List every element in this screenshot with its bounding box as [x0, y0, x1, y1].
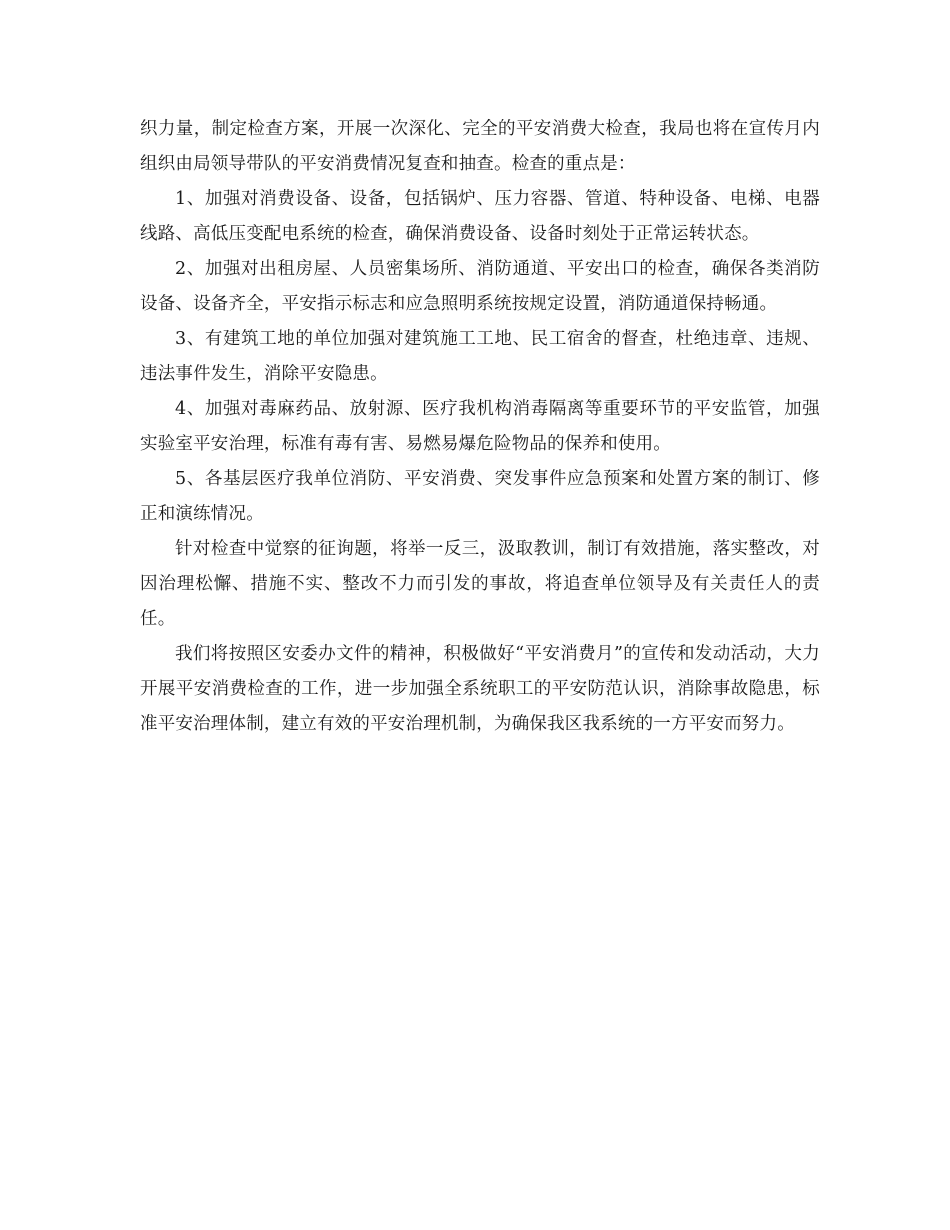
paragraph-remediation: 针对检查中觉察的征询题，将举一反三，汲取教训，制订有效措施，落实整改，对因治理松懈、措施不实、整改不力而引发的事故，将追查单位领导及有关责任人的责任。	[140, 539, 820, 629]
paragraph-item-3: 3、有建筑工地的单位加强对建筑施工工地、民工宿舍的督查，杜绝违章、违规、违法事件发生，消除平安隐患。	[140, 329, 820, 384]
paragraph-item-1: 1、加强对消费设备、设备，包括锅炉、压力容器、管道、特种设备、电梯、电器线路、高低压变配电系统的检查，确保消费设备、设备时刻处于正常运转状态。	[140, 189, 820, 244]
paragraph-item-4: 4、加强对毒麻药品、放射源、医疗我机构消毒隔离等重要环节的平安监管，加强实验室平安治理，标准有毒有害、易燃易爆危险物品的保养和使用。	[140, 399, 820, 454]
paragraph-conclusion: 我们将按照区安委办文件的精神，积极做好“平安消费月”的宣传和发动活动，大力开展平安消费检查的工作，进一步加强全系统职工的平安防范认识，消除事故隐患，标准平安治理体制，建立有效的平安治理机制，为确保我区我系统的一方平安而努力。	[140, 644, 820, 734]
paragraph-item-2: 2、加强对出租房屋、人员密集场所、消防通道、平安出口的检查，确保各类消防设备、设备齐全，平安指示标志和应急照明系统按规定设置，消防通道保持畅通。	[140, 259, 820, 314]
document-body	[140, 112, 820, 742]
paragraph-item-5: 5、各基层医疗我单位消防、平安消费、突发事件应急预案和处置方案的制订、修正和演练情况。	[140, 469, 820, 524]
paragraph-continuation: 织力量，制定检查方案，开展一次深化、完全的平安消费大检查，我局也将在宣传月内组织由局领导带队的平安消费情况复查和抽查。检查的重点是：	[140, 119, 820, 174]
